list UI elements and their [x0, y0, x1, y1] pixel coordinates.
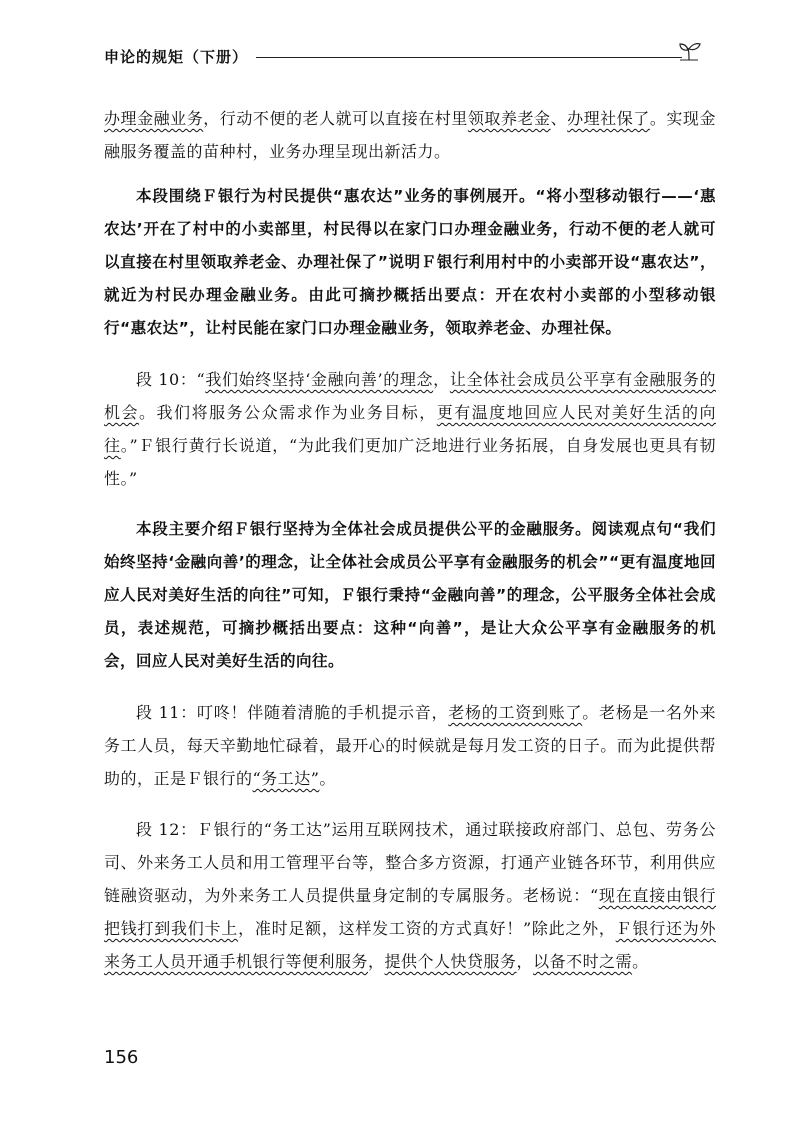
- wavy-highlight: 让全体社会成员公平享有金融服务的机会: [104, 370, 716, 422]
- text-run: ，行动不便的老人就可以直接在村里: [203, 109, 468, 128]
- page-body: [104, 102, 716, 996]
- running-header: [104, 40, 702, 70]
- text-run: 。: [632, 952, 649, 971]
- wavy-highlight: 以备不时之需: [533, 952, 633, 971]
- wavy-highlight: 领取养老金: [467, 109, 551, 128]
- wavy-highlight: 更有温度地回应人民对美好生活的向往: [104, 403, 716, 455]
- wavy-highlight: Ｆ银行还为外来务工人员开通手机银行等便利服务: [104, 919, 716, 971]
- paragraph-10: [104, 363, 716, 495]
- wavy-highlight: “务工达”: [252, 769, 320, 788]
- text-run: 。我们将服务公众需求作为业务目标，: [139, 403, 437, 422]
- text-run: 、: [550, 109, 568, 128]
- analysis-paragraph-2: 本段主要介绍Ｆ银行坚持为全体社会成员提供公平的金融服务。阅读观点句“我们始终坚持‘金融向善’的理念，让全体社会成员公平享有金融服务的机会”“更有温度地回应人民对美好生活的向往”可知，Ｆ银行秉持“金融向善”的理念，公平服务全体社会成员，表述规范，可摘抄概括出要点：这种“向善”，是让大众公平享有金融服务的机会，回应人民对美好生活的向往。: [104, 520, 716, 670]
- text-run: ，准时足额，这样发工资的方式真好！”除此之外，: [238, 919, 616, 938]
- wavy-highlight: 我们始终坚持‘金融向善’的理念: [205, 370, 434, 389]
- wavy-highlight: 现在直接由银行把钱打到我们卡上: [104, 886, 716, 938]
- page-number: 156: [104, 1047, 139, 1068]
- text-run: 。实现金融服务覆盖的苗种村，业务办理呈现出新活力。: [104, 109, 716, 161]
- wavy-highlight: 老杨的工资到账了: [448, 703, 583, 722]
- text-run: 段 12：Ｆ银行的“务工达”运用互联网技术，通过联接政府部门、总包、劳务公司、外来务工人员和用工管理平台等，整合多方资源，打通产业链各环节，利用供应链融资驱动，为外来务工人员提供量身定制的专属服务。老杨说：“: [104, 820, 716, 905]
- paragraph-12: [104, 813, 716, 978]
- text-run: 段 10：“: [136, 370, 206, 389]
- analysis-paragraph-1: 本段围绕Ｆ银行为村民提供“惠农达”业务的事例展开。“将小型移动银行——‘惠农达’开在了村中的小卖部里，村民得以在家门口办理金融业务，行动不便的老人就可以直接在村里领取养老金、办理社保了”说明Ｆ银行利用村中的小卖部开设“惠农达”，就近为村民办理金融业务。由此可摘抄概括出要点：开在农村小卖部的小型移动银行“惠农达”，让村民能在家门口办理金融业务，领取养老金、办理社保。: [104, 187, 716, 337]
- wavy-highlight: 办理金融业务: [104, 109, 204, 128]
- text-run: 。老杨是一名外来务工人员，每天辛勤地忙碌着，最开心的时候就是每月发工资的日子。而为此提供帮助的，正是Ｆ银行的: [104, 703, 716, 788]
- text-run: 段 11：叮咚！伴随着清脆的手机提示音，: [136, 703, 449, 722]
- header-rule: [256, 57, 682, 58]
- text-run: ，: [516, 952, 534, 971]
- sprout-icon: [676, 40, 702, 66]
- text-run: ，: [433, 370, 450, 389]
- wavy-highlight: 提供个人快贷服务: [384, 952, 517, 971]
- paragraph-11: [104, 696, 716, 795]
- text-run: 。: [319, 769, 336, 788]
- paragraph-continuation: [104, 102, 716, 168]
- header-title: 申论的规矩（下册）: [104, 48, 249, 66]
- wavy-highlight: 办理社保了: [567, 109, 650, 128]
- text-run: 。”Ｆ银行黄行长说道，“为此我们更加广泛地进行业务拓展，自身发展也更具有韧性。”: [104, 436, 716, 488]
- text-run: ，: [368, 952, 385, 971]
